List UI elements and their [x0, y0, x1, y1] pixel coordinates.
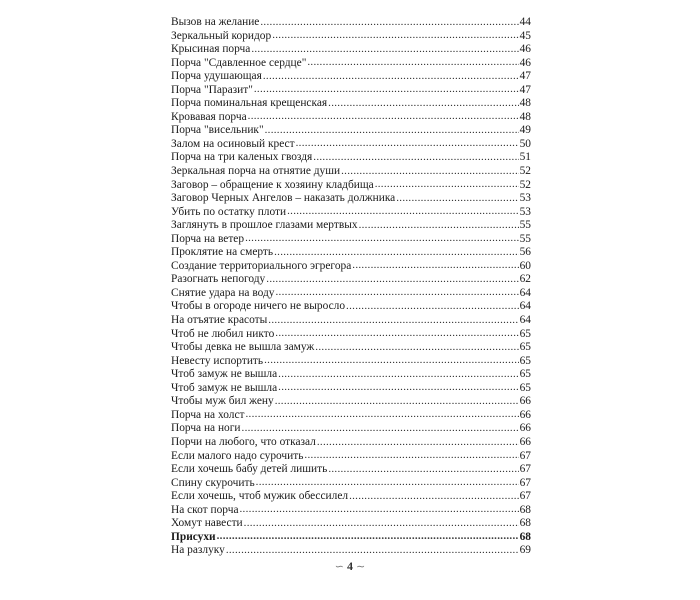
toc-leader-dots	[246, 409, 519, 423]
toc-leader-dots	[304, 450, 518, 464]
toc-entry-title: Порча на холст	[171, 408, 245, 421]
toc-entry-page: 52	[519, 165, 531, 178]
toc-leader-dots	[272, 30, 518, 44]
toc-leader-dots	[328, 463, 518, 477]
toc-entry	[171, 219, 531, 233]
toc-entry	[171, 504, 531, 518]
toc-entry	[171, 97, 531, 111]
toc-entry-title: Порча на ноги	[171, 422, 241, 435]
toc-entry	[171, 477, 531, 491]
toc-entry-title: Кровавая порча	[171, 110, 247, 123]
toc-entry	[171, 300, 531, 314]
toc-leader-dots	[315, 341, 518, 355]
toc-entry	[171, 30, 531, 44]
toc-entry-title: Проклятие на смерть	[171, 246, 274, 259]
toc-entry-page: 64	[519, 286, 531, 299]
toc-leader-dots	[264, 355, 519, 369]
toc-leader-dots	[275, 395, 519, 409]
toc-entry-page: 46	[519, 56, 531, 69]
toc-leader-dots	[268, 314, 518, 328]
toc-entry-page: 67	[519, 490, 531, 503]
toc-leader-dots	[375, 179, 519, 193]
toc-entry	[171, 179, 531, 193]
toc-entry-page: 68	[519, 517, 531, 530]
toc-entry-page: 53	[519, 192, 531, 205]
toc-entry-page: 52	[519, 178, 531, 191]
toc-entry-title: Залом на осиновый крест	[171, 137, 295, 150]
toc-leader-dots	[296, 138, 519, 152]
toc-entry	[171, 57, 531, 71]
toc-leader-dots	[346, 300, 519, 314]
toc-entry	[171, 531, 531, 545]
toc-entry-title: Чтоб замуж не вышла	[171, 381, 278, 394]
toc-entry-page: 50	[519, 137, 531, 150]
toc-leader-dots	[274, 246, 519, 260]
toc-entry-page: 67	[519, 463, 531, 476]
toc-entry	[171, 544, 531, 558]
toc-entry-title: Зеркальный коридор	[171, 29, 272, 42]
toc-leader-dots	[341, 165, 518, 179]
toc-entry-page: 46	[519, 43, 531, 56]
toc-entry-title: Заговор Черных Ангелов – наказать должника	[171, 192, 396, 205]
toc-leader-dots	[266, 273, 518, 287]
toc-entry-page: 66	[519, 408, 531, 421]
toc-entry-title: Чтобы девка не вышла замуж	[171, 341, 315, 354]
toc-entry	[171, 355, 531, 369]
toc-entry-title: Если малого надо сурочить	[171, 449, 304, 462]
toc-leader-dots	[248, 111, 519, 125]
toc-entry-page: 64	[519, 314, 531, 327]
toc-entry	[171, 246, 531, 260]
toc-entry-title: Присухи	[171, 530, 216, 543]
page-footer	[300, 559, 400, 574]
toc-entry-title: Если хочешь бабу детей лишить	[171, 463, 328, 476]
toc-entry	[171, 368, 531, 382]
toc-leader-dots	[307, 57, 518, 71]
toc-entry-title: Спину скурочить	[171, 476, 255, 489]
toc-entry-title: Заглянуть в прошлое глазами мертвых	[171, 219, 358, 232]
toc-entry-page: 68	[519, 530, 531, 543]
toc-entry-title: Порча на три каленых гвоздя	[171, 151, 313, 164]
toc-leader-dots	[226, 544, 519, 558]
toc-entry	[171, 165, 531, 179]
toc-entry	[171, 422, 531, 436]
toc-entry-page: 55	[519, 232, 531, 245]
toc-leader-dots	[328, 97, 518, 111]
toc-leader-dots	[275, 328, 518, 342]
toc-entry-title: Порча удушающая	[171, 70, 262, 83]
toc-entry-title: На скот порча	[171, 503, 239, 516]
toc-leader-dots	[317, 436, 519, 450]
toc-leader-dots	[265, 124, 519, 138]
toc-leader-dots	[242, 422, 519, 436]
toc-entry	[171, 382, 531, 396]
toc-entry-page: 53	[519, 205, 531, 218]
toc-entry-page: 66	[519, 422, 531, 435]
page-number: 4	[347, 559, 353, 573]
toc-entry	[171, 463, 531, 477]
toc-entry-page: 65	[519, 327, 531, 340]
toc-entry	[171, 206, 531, 220]
toc-entry-page: 44	[519, 16, 531, 28]
toc-leader-dots	[276, 287, 519, 301]
toc-entry-title: Если хочешь, чтоб мужик обессилел	[171, 490, 349, 503]
toc-entry	[171, 84, 531, 98]
toc-entry	[171, 192, 531, 206]
toc-entry-page: 47	[519, 70, 531, 83]
toc-entry-title: Убить по остатку плоти	[171, 205, 287, 218]
toc-entry-page: 47	[519, 83, 531, 96]
toc-entry-page: 65	[519, 341, 531, 354]
toc-entry-title: Чтобы муж бил жену	[171, 395, 274, 408]
toc-leader-dots	[278, 368, 518, 382]
ornament-right-icon: ∼	[356, 561, 366, 573]
toc-entry-title: Чтоб не любил никто	[171, 327, 275, 340]
toc-entry-title: Порча "Паразит"	[171, 83, 253, 96]
toc-entry-title: Создание территориального эгрегора	[171, 259, 352, 272]
toc-leader-dots	[260, 16, 518, 30]
toc-entry	[171, 260, 531, 274]
toc-entry	[171, 314, 531, 328]
toc-entry	[171, 436, 531, 450]
toc-entry-title: Крысиная порча	[171, 43, 251, 56]
toc-entry-page: 65	[519, 381, 531, 394]
table-of-contents	[171, 16, 531, 558]
toc-entry	[171, 16, 531, 30]
toc-entry	[171, 138, 531, 152]
toc-leader-dots	[396, 192, 518, 206]
toc-entry	[171, 395, 531, 409]
toc-leader-dots	[352, 260, 518, 274]
toc-entry-page: 64	[519, 300, 531, 313]
toc-entry	[171, 233, 531, 247]
toc-entry-page: 48	[519, 97, 531, 110]
toc-entry-title: Порча "висельник"	[171, 124, 264, 137]
toc-entry-title: На отъятие красоты	[171, 314, 268, 327]
toc-entry-title: Зеркальная порча на отнятие души	[171, 165, 341, 178]
toc-entry-page: 55	[519, 219, 531, 232]
toc-entry	[171, 341, 531, 355]
toc-leader-dots	[263, 70, 519, 84]
toc-entry-page: 60	[519, 259, 531, 272]
toc-entry-title: Вызов на желание	[171, 16, 260, 28]
toc-entry	[171, 124, 531, 138]
toc-leader-dots	[256, 477, 519, 491]
toc-entry-title: Снятие удара на воду	[171, 286, 275, 299]
toc-entry-page: 67	[519, 476, 531, 489]
toc-leader-dots	[251, 43, 518, 57]
toc-entry	[171, 450, 531, 464]
toc-leader-dots	[254, 84, 519, 98]
toc-entry	[171, 43, 531, 57]
toc-leader-dots	[349, 490, 519, 504]
ornament-left-icon: ∽	[334, 561, 344, 573]
toc-entry-title: Разогнать непогоду	[171, 273, 266, 286]
toc-entry-page: 49	[519, 124, 531, 137]
toc-leader-dots	[217, 531, 519, 545]
toc-entry-title: Заговор – обращение к хозяину кладбища	[171, 178, 374, 191]
toc-entry	[171, 328, 531, 342]
toc-entry	[171, 287, 531, 301]
toc-leader-dots	[244, 517, 519, 531]
toc-entry-title: Чтобы в огороде ничего не выросло	[171, 300, 346, 313]
toc-entry-title: Хомут навести	[171, 517, 243, 530]
toc-entry-title: Невесту испортить	[171, 354, 264, 367]
toc-entry-page: 65	[519, 354, 531, 367]
toc-entry-page: 45	[519, 29, 531, 42]
toc-leader-dots	[278, 382, 518, 396]
toc-entry-page: 67	[519, 449, 531, 462]
toc-entry-page: 66	[519, 395, 531, 408]
toc-entry	[171, 517, 531, 531]
toc-entry-title: Порчи на любого, что отказал	[171, 435, 316, 448]
toc-entry-page: 66	[519, 435, 531, 448]
toc-entry-page: 48	[519, 110, 531, 123]
toc-entry	[171, 70, 531, 84]
toc-leader-dots	[287, 206, 519, 220]
toc-entry	[171, 490, 531, 504]
toc-leader-dots	[245, 233, 519, 247]
toc-entry-page: 65	[519, 368, 531, 381]
toc-entry-page: 56	[519, 246, 531, 259]
toc-entry-page: 51	[519, 151, 531, 164]
toc-entry-title: Порча на ветер	[171, 232, 245, 245]
toc-entry-page: 62	[519, 273, 531, 286]
toc-leader-dots	[359, 219, 519, 233]
toc-entry-page: 69	[519, 544, 531, 557]
toc-entry-title: Порча поминальная крещенская	[171, 97, 328, 110]
toc-entry-title: Чтоб замуж не вышла	[171, 368, 278, 381]
toc-entry	[171, 111, 531, 125]
toc-entry	[171, 273, 531, 287]
toc-entry	[171, 151, 531, 165]
toc-entry	[171, 409, 531, 423]
toc-leader-dots	[240, 504, 519, 518]
toc-entry-title: Порча "Сдавленное сердце"	[171, 56, 307, 69]
toc-leader-dots	[313, 151, 518, 165]
toc-entry-page: 68	[519, 503, 531, 516]
toc-entry-title: На разлуку	[171, 544, 225, 557]
